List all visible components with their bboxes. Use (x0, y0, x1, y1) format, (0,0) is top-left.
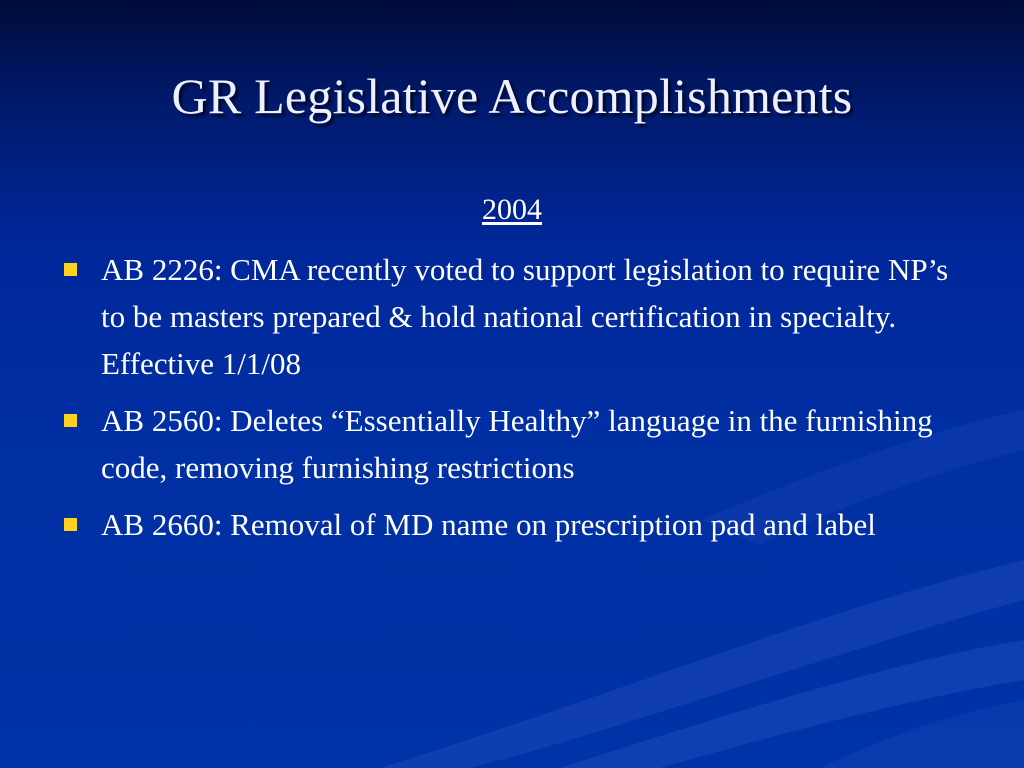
bullet-text: AB 2660: Removal of MD name on prescription pad and label (101, 507, 876, 542)
bullet-list (60, 246, 980, 558)
yellow-square-bullet-icon (64, 263, 77, 276)
bullet-text: AB 2560: Deletes “Essentially Healthy” language in the furnishing code, removing furnishing restrictions (101, 403, 933, 485)
yellow-square-bullet-icon (64, 518, 77, 531)
bullet-item-ab-2226 (60, 246, 980, 387)
bullet-text: AB 2226: CMA recently voted to support legislation to require NP’s to be masters prepared & hold national certification in specialty. Effective 1/1/08 (101, 252, 949, 381)
slide-title: GR Legislative Accomplishments (171, 68, 853, 124)
year-heading: 2004 (482, 193, 542, 226)
bullet-item-ab-2560 (60, 397, 980, 491)
yellow-square-bullet-icon (64, 414, 77, 427)
bullet-item-ab-2660 (60, 501, 980, 548)
